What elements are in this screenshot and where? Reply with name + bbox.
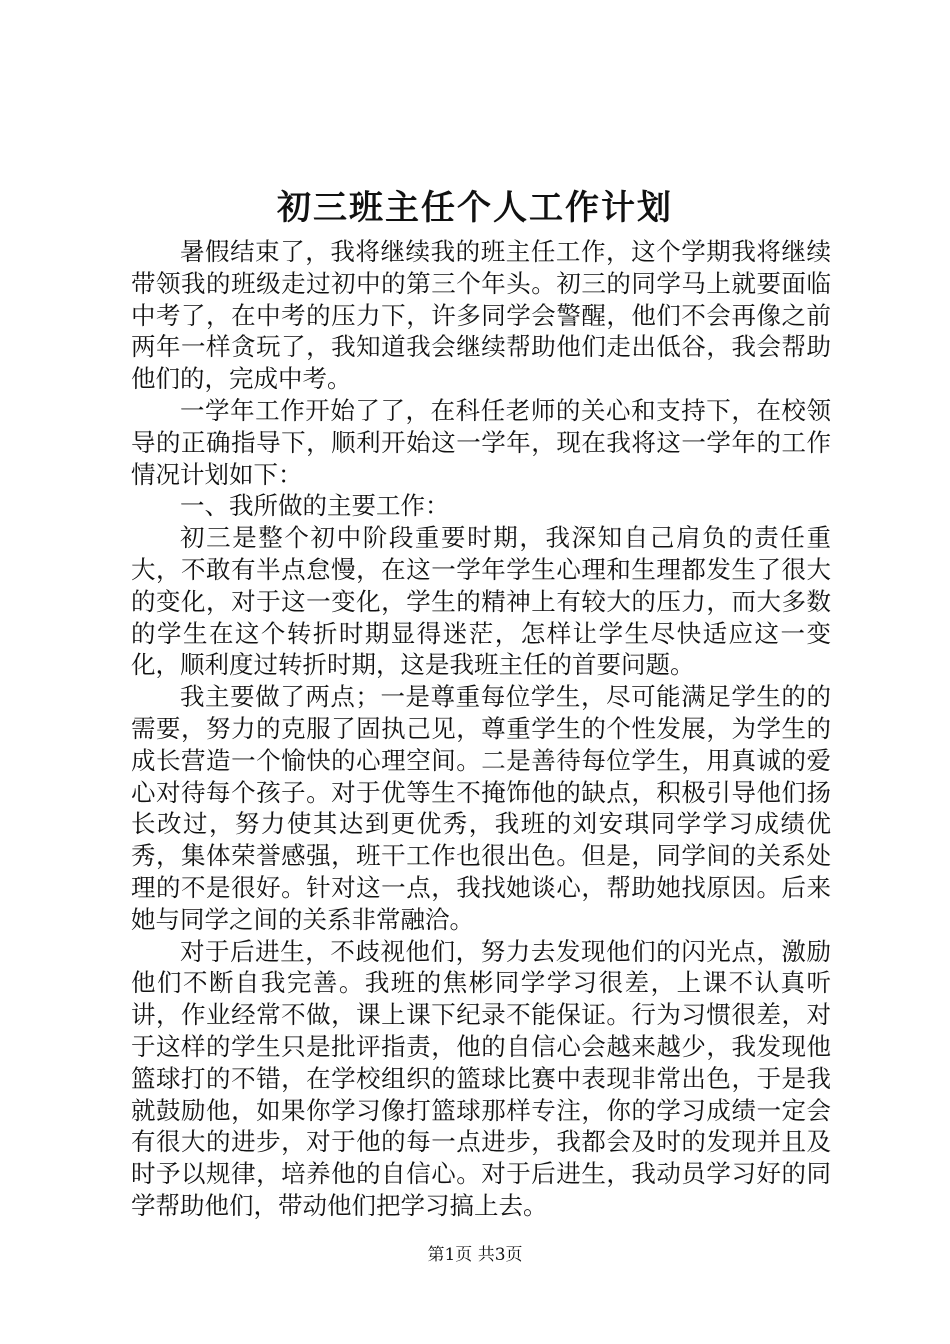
document-title: 初三班主任个人工作计划 — [277, 188, 673, 228]
paragraph: 一学年工作开始了了，在科任老师的关心和支持下，在校领导的正确指导下，顺利开始这一学年，现在我将这一学年的工作情况计划如下： — [131, 395, 831, 489]
paragraph: 我主要做了两点；一是尊重每位学生，尽可能满足学生的的需要，努力的克服了固执己见，尊重学生的个性发展，为学生的成长营造一个愉快的心理空间。二是善待每位学生，用真诚的爱心对待每个孩子。对于优等生不掩饰他的缺点，积极引导他们扬长改过，努力使其达到更优秀，我班的刘安琪同学学习成绩优秀，集体荣誉感强，班干工作也很出色。但是，同学间的关系处理的不是很好。针对这一点，我找她谈心，帮助她找原因。后来她与同学之间的关系非常融洽。 — [131, 682, 831, 934]
paragraph: 暑假结束了，我将继续我的班主任工作，这个学期我将继续带领我的班级走过初中的第三个年头。初三的同学马上就要面临中考了，在中考的压力下，许多同学会警醒，他们不会再像之前两年一样贪玩了，我知道我会继续帮助他们走出低谷，我会帮助他们的，完成中考。 — [131, 237, 831, 394]
page-number-footer: 第1页 共3页 — [427, 1245, 523, 1265]
section-heading: 一、我所做的主要工作： — [180, 491, 450, 521]
paragraph: 初三是整个初中阶段重要时期，我深知自己肩负的责任重大，不敢有半点怠慢，在这一学年学生心理和生理都发生了很大的变化，对于这一变化，学生的精神上有较大的压力，而大多数的学生在这个转折时期显得迷茫，怎样让学生尽快适应这一变化，顺利度过转折时期，这是我班主任的首要问题。 — [131, 523, 831, 680]
paragraph: 对于后进生，不歧视他们，努力去发现他们的闪光点，激励他们不断自我完善。我班的焦彬同学学习很差，上课不认真听讲，作业经常不做，课上课下纪录不能保证。行为习惯很差，对于这样的学生只是批评指责，他的自信心会越来越少，我发现他篮球打的不错，在学校组织的篮球比赛中表现非常出色，于是我就鼓励他，如果你学习像打篮球那样专注，你的学习成绩一定会有很大的进步，对于他的每一点进步，我都会及时的发现并且及时予以规律，培养他的自信心。对于后进生，我动员学习好的同学帮助他们，带动他们把学习搞上去。 — [131, 936, 831, 1220]
document-body — [131, 236, 831, 1222]
